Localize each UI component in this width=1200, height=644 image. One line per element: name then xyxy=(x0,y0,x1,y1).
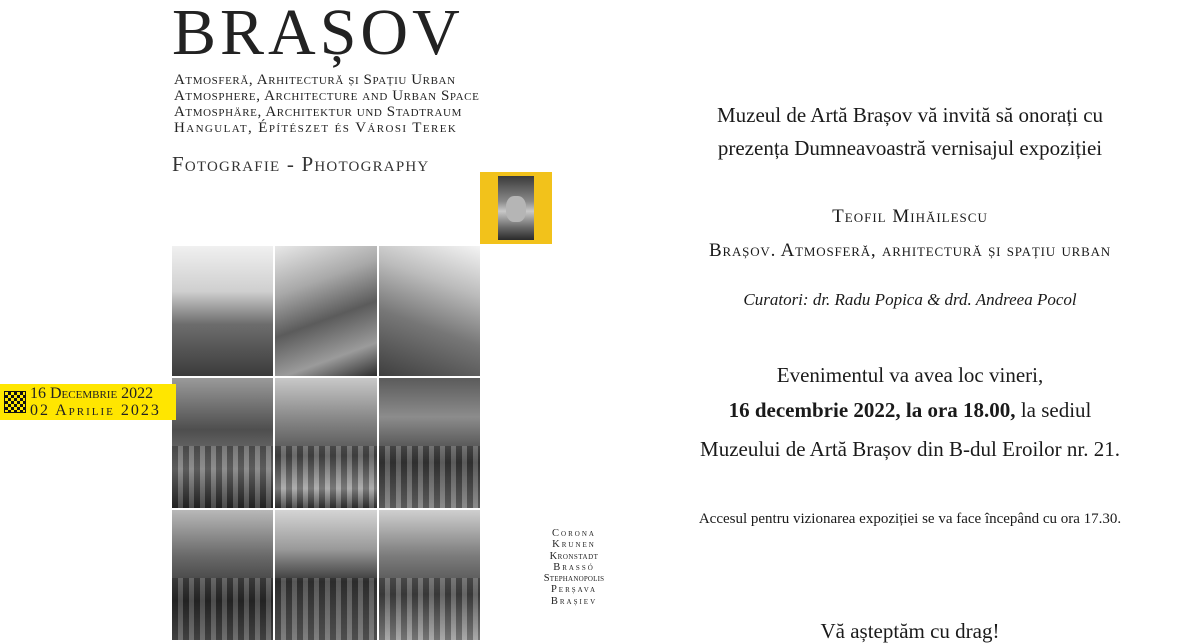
city-name: Brassó xyxy=(553,561,595,573)
photo-tile xyxy=(172,378,273,508)
event-line-3: Muzeului de Artă Brașov din B-dul Eroilor nr. 21. xyxy=(700,437,1120,461)
city-name: Perșava xyxy=(550,584,598,596)
city-name: Kronstadt xyxy=(549,550,599,562)
city-name: Brașiev xyxy=(550,595,598,607)
photo-tile xyxy=(275,246,376,376)
city-name: Stephanopolis xyxy=(543,573,605,585)
artist-portrait xyxy=(480,172,552,244)
photo-tile xyxy=(275,378,376,508)
poster-title: BRAȘOV xyxy=(172,0,464,69)
photo-tile xyxy=(172,246,273,376)
photo-grid xyxy=(172,246,480,640)
subtitle-de: Atmosphäre, Architektur und Stadtraum xyxy=(174,104,462,120)
access-note: Accesul pentru vizionarea expoziției se va face începând cu ora 17.30. xyxy=(698,511,1122,527)
photo-tile xyxy=(379,378,480,508)
exhibition-title: Brașov. Atmosferă, arhitectură și spațiu urban xyxy=(709,240,1111,261)
subtitle-hu: Hangulat, Építészet és Városi Terek xyxy=(174,120,458,136)
event-location-intro: la sediul xyxy=(1015,398,1092,422)
photo-tile xyxy=(172,510,273,640)
photo-tile xyxy=(379,510,480,640)
city-name: Corona xyxy=(552,528,596,539)
event-line-2 xyxy=(620,398,1200,423)
photography-label: Fotografie - Photography xyxy=(172,152,430,176)
event-date-time: 16 decembrie 2022, la ora 18.00, xyxy=(728,398,1016,422)
invitation-line-1: Muzeul de Artă Brașov vă invită să onorați cu xyxy=(716,103,1104,127)
city-names xyxy=(536,528,612,607)
invitation-line-2: prezența Dumneavoastră vernisajul expoziției xyxy=(717,136,1103,160)
closing-line: Vă așteptăm cu drag! xyxy=(820,619,1000,643)
photo-tile xyxy=(275,510,376,640)
city-name: Krunen xyxy=(552,539,596,551)
subtitle-ro: Atmosferă, Arhitectură și Spațiu Urban xyxy=(174,72,456,88)
qr-code-icon xyxy=(4,391,26,413)
curators: Curatori: dr. Radu Popica & drd. Andreea Pocol xyxy=(743,290,1077,309)
date-start: 16 Decembrie 2022 xyxy=(30,385,154,402)
date-banner xyxy=(0,384,176,420)
subtitle-en: Atmosphere, Architecture and Urban Space xyxy=(174,88,480,104)
artist-name: Teofil Mihăilescu xyxy=(832,206,988,227)
event-line-1: Evenimentul va avea loc vineri, xyxy=(776,363,1044,387)
date-end: 02 Aprilie 2023 xyxy=(30,402,161,419)
photo-tile xyxy=(379,246,480,376)
